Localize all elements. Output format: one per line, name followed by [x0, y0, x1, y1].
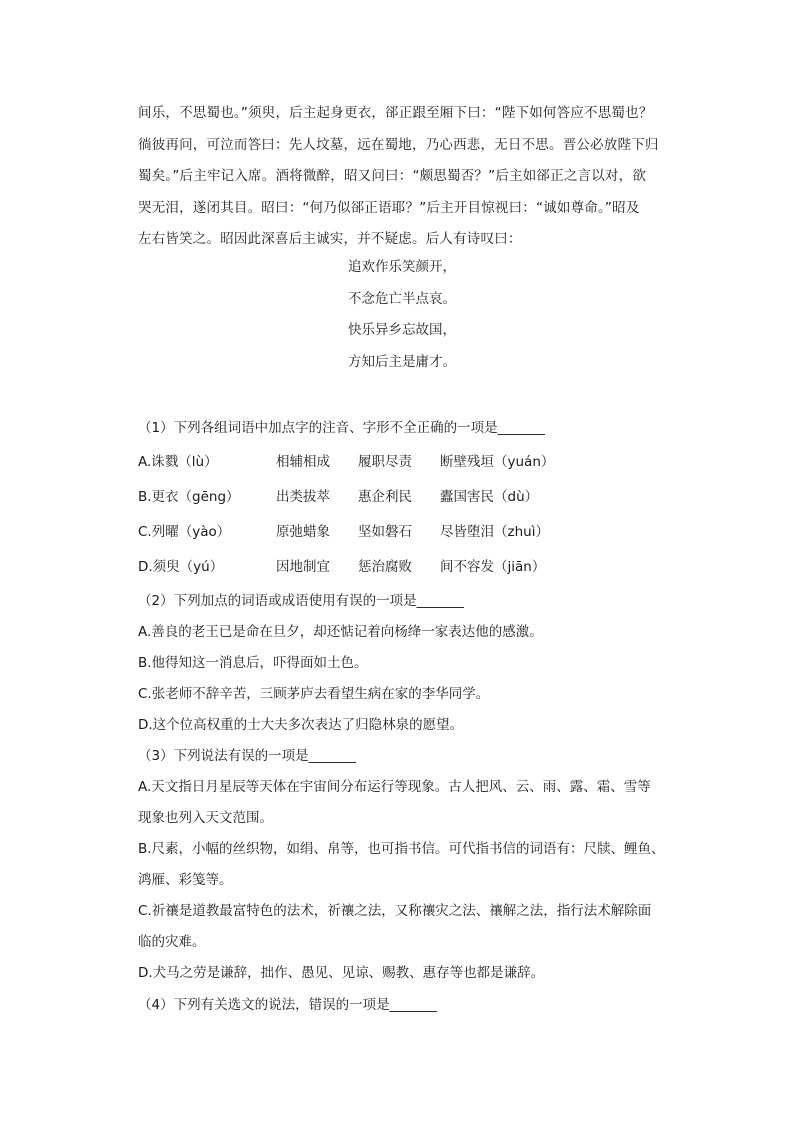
poem-line: 追欢作乐笑颜开，	[348, 259, 456, 275]
option-term: 坚如磐石	[358, 524, 412, 540]
question-1-stem: （1）下列各组词语中加点字的注音、字形不全正确的一项是_______	[138, 420, 545, 436]
poem-line: 不念危亡半点哀。	[348, 290, 456, 307]
question-2-option-d: D.这个位高权重的士大夫多次表达了归隐林泉的愿望。	[138, 717, 464, 733]
option-term: 蠹国害民（dù）	[440, 489, 539, 505]
question-3-option-a: A.天文指日月星辰等天体在宇宙间分布运行等现象。古人把风、云、雨、露、霜、雪等	[138, 779, 651, 795]
option-term: 断壁残垣（yuán）	[440, 454, 555, 470]
option-term: 间不容发（jiān）	[440, 559, 546, 575]
question-3-option-c: C.祈禳是道教最富特色的法术，祈禳之法，又称禳灾之法、禳解之法，指行法术解除面	[138, 903, 652, 919]
passage-line: 蜀矣。”后主牢记入席。酒将微醉，昭又问曰：“颇思蜀否？”后主如郤正之言以对，欲	[138, 168, 647, 184]
passage-paragraph	[138, 98, 683, 256]
option-term: 出类拔萃	[276, 489, 330, 505]
question-3-stem: （3）下列说法有误的一项是_______	[138, 748, 356, 764]
passage-line: 哭无泪，遂闭其目。昭曰：“何乃似郤正语耶？”后主开目惊视曰：“诚如尊命。”昭及	[138, 199, 640, 216]
option-term: A.诛戮（lù）	[138, 454, 218, 470]
question-2-stem: （2）下列加点的词语或成语使用有误的一项是_______	[138, 593, 464, 609]
option-term: C.列曜（yào）	[138, 524, 231, 540]
option-term: 因地制宜	[276, 559, 330, 575]
question-4-stem: （4）下列有关选文的说法，错误的一项是_______	[138, 997, 437, 1013]
option-term: 惠企利民	[358, 489, 412, 505]
question-2-option-b: B.他得知这一消息后，吓得面如土色。	[138, 655, 368, 671]
option-term: 相辅相成	[276, 454, 330, 470]
option-term: 履职尽责	[358, 454, 412, 470]
poem-line: 快乐异乡忘故国，	[348, 322, 456, 338]
question-3-option-c-cont: 临的灾难。	[138, 934, 206, 950]
question-3-option-b: B.尺素，小幅的丝织物，如绢、帛等，也可指书信。可代指书信的词语有：尺牍、鲤鱼、	[138, 841, 665, 857]
question-2-option-c: C.张老师不辞辛苦，三顾茅庐去看望生病在家的李华同学。	[138, 686, 490, 702]
question-3-option-d: D.犬马之劳是谦辞，拙作、愚见、见谅、赐教、惠存等也都是谦辞。	[138, 965, 545, 981]
passage-line: 徜彼再问，可泣而答曰：先人坟墓，远在蜀地，乃心西悲，无日不思。晋公必放陛下归	[138, 136, 659, 153]
question-2-option-a: A.善良的老王已是命在旦夕，却还惦记着向杨绛一家表达他的感激。	[138, 624, 543, 640]
option-term: B.更衣（gēng）	[138, 489, 240, 505]
option-term: 原弛蜡象	[276, 524, 330, 540]
poem-line: 方知后主是庸才。	[348, 353, 456, 370]
passage-line: 间乐，不思蜀也。”须臾，后主起身更衣，郤正跟至厢下曰：“陛下如何答应不思蜀也？	[138, 105, 653, 121]
option-term: D.须臾（yú）	[138, 559, 224, 575]
question-3-option-a-cont: 现象也列入天文范围。	[138, 810, 273, 826]
option-term: 惩治腐败	[358, 559, 412, 575]
passage-line: 左右皆笑之。昭因此深喜后主诚实，并不疑虑。后人有诗叹曰：	[138, 231, 522, 247]
question-3-option-b-cont: 鸿雁、彩笺等。	[138, 872, 233, 888]
option-term: 尽皆堕泪（zhuì）	[440, 524, 549, 540]
poem	[348, 252, 456, 378]
